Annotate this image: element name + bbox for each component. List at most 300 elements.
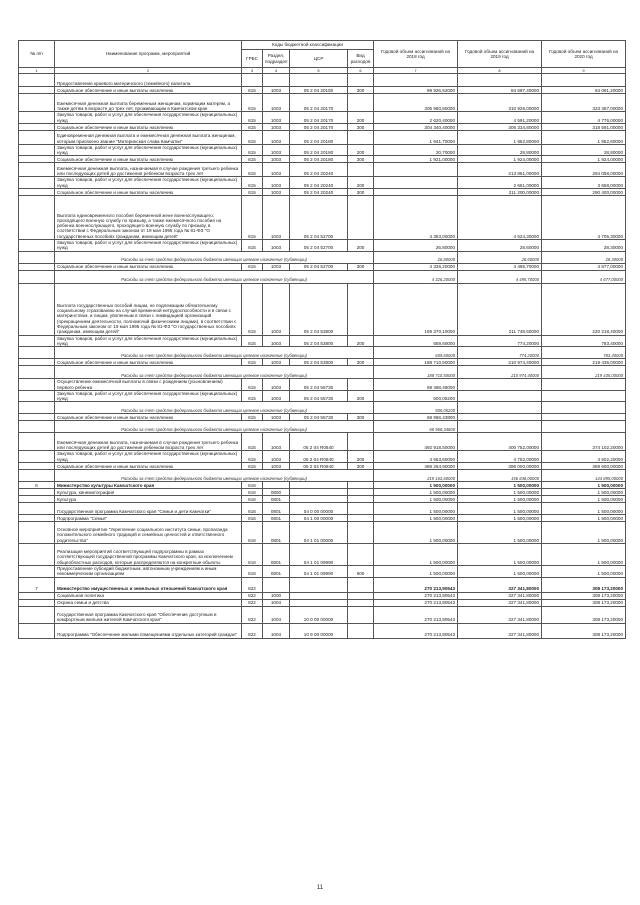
csr-code	[290, 592, 348, 599]
grbs-code: 815	[242, 283, 263, 335]
amount-2020: 4 776,00000	[542, 112, 626, 124]
grbs-code: 815	[242, 156, 263, 163]
budget-table-sheet	[18, 40, 625, 639]
amount-2020: 1 500,00000	[542, 544, 626, 566]
vr-code	[348, 623, 374, 638]
amount-v2	[458, 402, 542, 414]
razdel-code: 1003	[263, 112, 290, 124]
amount-2019: 1 500,00000	[458, 489, 542, 496]
column-number: 1	[19, 68, 55, 74]
table-row	[19, 94, 626, 112]
row-name: Социальное обеспечение и иные выплаты населению	[55, 463, 242, 470]
amount-2018: 270 213,90543	[374, 599, 458, 606]
col-header-name: Наименование программ, мероприятий	[55, 41, 242, 68]
grbs-code: 822	[242, 623, 263, 638]
amount-2020: 3 658,00000	[542, 177, 626, 189]
amount-2018: 270 213,90543	[374, 623, 458, 638]
amount-v1: 26,80000	[374, 251, 458, 263]
amount-2020: 1 500,00000	[542, 522, 626, 544]
grbs-code: 816	[242, 544, 263, 566]
csr-code: 05 2 04 20240	[290, 189, 348, 196]
row-name: Социальное обеспечение и иные выплаты населению	[55, 87, 242, 94]
amount-2019: 4 752,00000	[458, 451, 542, 463]
amount-2018	[374, 177, 458, 189]
row-number	[19, 599, 55, 606]
vr-code	[348, 503, 374, 515]
row-name: Закупка товаров, работ и услуг для обеспечения государственных (муниципальных) нужд	[55, 177, 242, 189]
row-name: Закупка товаров, работ и услуг для обеспечения государственных (муниципальных) нужд	[55, 335, 242, 347]
table-row-subvention	[19, 251, 626, 263]
budget-table-body	[19, 68, 626, 639]
csr-code: 05 2 04 53800	[290, 359, 348, 366]
row-number	[19, 196, 55, 240]
table-row	[19, 577, 626, 592]
csr-code: 05 2 04 20170	[290, 123, 348, 130]
row-name: Социальное обеспечение и иные выплаты населению	[55, 359, 242, 366]
row-number	[19, 283, 55, 335]
row-number	[19, 544, 55, 566]
vr-code: 300	[348, 87, 374, 94]
amount-2019: 213 861,00000	[458, 163, 542, 177]
col-header-grbs: ГРБС	[242, 50, 263, 68]
amount-v3: 219 435,00000	[542, 366, 626, 379]
row-name: Культура	[55, 496, 242, 503]
vr-code: 200	[348, 451, 374, 463]
row-number	[19, 463, 55, 470]
row-name: Социальное обеспечение и иные выплаты населению	[55, 189, 242, 196]
grbs-code: 816	[242, 482, 263, 489]
vr-code: 300	[348, 463, 374, 470]
csr-code: 05 2 04 20150	[290, 87, 348, 94]
row-number	[19, 359, 55, 366]
row-name: Государственная программа Камчатского края "Обеспечение доступным и комфортным жильем жителей Камчатского края"	[55, 606, 242, 623]
vr-code: 300	[348, 123, 374, 130]
row-number	[19, 503, 55, 515]
vr-code	[348, 130, 374, 144]
amount-v1: 659,60000	[374, 347, 458, 359]
razdel-code: 1003	[263, 156, 290, 163]
razdel-code: 0801	[263, 566, 290, 578]
razdel-code: 1003	[263, 263, 290, 270]
subvention-note: Расходы за счет средств федерального бюджета имеющих целевое назначение (субвенции)	[55, 347, 374, 359]
table-row	[19, 496, 626, 503]
vr-code	[348, 522, 374, 544]
vr-code	[348, 496, 374, 503]
column-number: 3	[242, 68, 263, 74]
amount-2019: 211 748,60000	[458, 283, 542, 335]
amount-v3	[542, 421, 626, 433]
amount-2020: 290 400,00000	[542, 189, 626, 196]
table-row	[19, 240, 626, 252]
amount-v2: 774,20000	[458, 347, 542, 359]
vr-code	[348, 283, 374, 335]
table-row	[19, 599, 626, 606]
row-number	[19, 433, 55, 451]
csr-code: 05 2 04 20170	[290, 112, 348, 124]
row-number	[19, 335, 55, 347]
row-name: Министерство культуры Камчатского края	[55, 482, 242, 489]
amount-2020: 1 952,80000	[542, 130, 626, 144]
table-row-subvention	[19, 421, 626, 433]
grbs-code: 816	[242, 522, 263, 544]
row-name: Ежемесячная денежная выплата, назначаемая в случае рождения третьего ребенка или последующих детей до достижения ребенком возраста трех лет	[55, 433, 242, 451]
table-row	[19, 414, 626, 421]
amount-2018: 1 500,00000	[374, 522, 458, 544]
amount-2018: 500,05200	[374, 390, 458, 402]
csr-code: 05 2 04 20240	[290, 163, 348, 177]
row-name: Осуществление ежемесячной выплаты в связи с рождением (усыновлением) первого ребенка	[55, 379, 242, 391]
amount-2020: 308 173,20000	[542, 623, 626, 638]
row-number	[19, 156, 55, 163]
razdel-code: 1003	[263, 94, 290, 112]
csr-code: 05 2 04 53800	[290, 283, 348, 335]
amount-2020: 1 500,00000	[542, 566, 626, 578]
table-row	[19, 177, 626, 189]
col-header-vr: Вид расходов	[348, 50, 374, 68]
subvention-note: Расходы за счет средств федерального бюджета имеющих целевое назначение (субвенции)	[55, 366, 374, 379]
row-number	[19, 251, 55, 263]
grbs-code: 816	[242, 489, 263, 496]
row-number	[19, 270, 55, 283]
vr-code	[348, 433, 374, 451]
amount-2018: 20,70000	[374, 144, 458, 156]
amount-2019: 1 500,00000	[458, 566, 542, 578]
razdel-code	[263, 74, 290, 87]
amount-2018: 4 326,20000	[374, 263, 458, 270]
row-number: 6	[19, 482, 55, 489]
table-row	[19, 503, 626, 515]
amount-2019: 327 341,80000	[458, 577, 542, 592]
row-number	[19, 177, 55, 189]
row-number	[19, 390, 55, 402]
row-name: Ежемесячная денежная выплата, назначаемая в случае рождения третьего ребенка или последующих детей до достижения ребенком возраста трех лет	[55, 163, 242, 177]
amount-2019: 1 500,00000	[458, 515, 542, 522]
grbs-code: 815	[242, 335, 263, 347]
razdel-code: 1003	[263, 433, 290, 451]
csr-code: 05 2 04 52700	[290, 240, 348, 252]
razdel-code	[263, 577, 290, 592]
csr-code	[290, 577, 348, 592]
amount-2020: 1 500,00000	[542, 496, 626, 503]
razdel-code: 1000	[263, 592, 290, 599]
amount-2018: 4 653,60000	[374, 451, 458, 463]
vr-code: 300	[348, 156, 374, 163]
table-row	[19, 482, 626, 489]
csr-code: 05 2 04 20180	[290, 144, 348, 156]
grbs-code: 815	[242, 451, 263, 463]
row-number	[19, 263, 55, 270]
table-row	[19, 463, 626, 470]
amount-2020	[542, 414, 626, 421]
col-header-2018: Годовой объем ассигнований на 2018 год	[374, 41, 458, 68]
amount-v3: 144 895,00000	[542, 470, 626, 482]
amount-2020: 308 173,20000	[542, 577, 626, 592]
table-row	[19, 144, 626, 156]
table-row	[19, 156, 626, 163]
vr-code	[348, 599, 374, 606]
row-number	[19, 623, 55, 638]
vr-code	[348, 482, 374, 489]
csr-code: 04 1 01 00000	[290, 522, 348, 544]
col-header-csr: ЦСР	[290, 50, 348, 68]
column-number: 2	[55, 68, 242, 74]
row-name: Социальное обеспечение и иные выплаты населению	[55, 263, 242, 270]
csr-code: 05 2 04 53800	[290, 335, 348, 347]
table-row	[19, 163, 626, 177]
csr-code: 05 2 04 20180	[290, 130, 348, 144]
amount-2018: 188 710,50000	[374, 359, 458, 366]
razdel-code: 0801	[263, 515, 290, 522]
vr-code: 300	[348, 263, 374, 270]
row-name: Реализация мероприятий соответствующей подпрограммы в рамках соответствующей государственной программы Камчатского края, за исключением общеобластных расходов, которые распределяются на конкретные объекты	[55, 544, 242, 566]
razdel-code: 1003	[263, 130, 290, 144]
table-row	[19, 623, 626, 638]
csr-code	[290, 482, 348, 489]
row-number	[19, 496, 55, 503]
amount-2019	[458, 414, 542, 421]
vr-code	[348, 592, 374, 599]
amount-2019: 1 500,00000	[458, 503, 542, 515]
vr-code	[348, 544, 374, 566]
amount-2020: 369 600,00000	[542, 463, 626, 470]
amount-2019: 1 924,00000	[458, 156, 542, 163]
razdel-code: 1003	[263, 414, 290, 421]
amount-2018: 492 918,50000	[374, 433, 458, 451]
grbs-code: 815	[242, 123, 263, 130]
row-number	[19, 94, 55, 112]
amount-2018: 2 620,40000	[374, 112, 458, 124]
row-number	[19, 240, 55, 252]
amount-2018: 270 213,90543	[374, 592, 458, 599]
csr-code: 05 2 04 55730	[290, 414, 348, 421]
csr-code: 05 2 04 55730	[290, 390, 348, 402]
row-name: Закупка товаров, работ и услуг для обеспечения государственных (муниципальных) нужд	[55, 390, 242, 402]
vr-code: 300	[348, 359, 374, 366]
amount-2019	[458, 74, 542, 87]
row-name: Основное мероприятие "Укрепление социального института семьи, пропаганда положительного семейного традиций и семейных ценностей и ответственного родительства"	[55, 522, 242, 544]
csr-code	[290, 489, 348, 496]
amount-2020: 4 705,30000	[542, 196, 626, 240]
amount-2018: 304 340,40000	[374, 123, 458, 130]
grbs-code: 815	[242, 379, 263, 391]
razdel-code: 1003	[263, 390, 290, 402]
row-name: Культура, кинематография	[55, 489, 242, 496]
amount-v2: 28,60000	[458, 251, 542, 263]
amount-2019: 28,80000	[458, 144, 542, 156]
razdel-code: 1003	[263, 379, 290, 391]
amount-2020: 28,30000	[542, 240, 626, 252]
amount-2019: 1 500,00000	[458, 482, 542, 489]
grbs-code: 816	[242, 496, 263, 503]
vr-code	[348, 74, 374, 87]
grbs-code: 815	[242, 163, 263, 177]
amount-2018: 4 353,00000	[374, 196, 458, 240]
csr-code	[290, 496, 348, 503]
page-number: 11	[316, 885, 324, 891]
amount-2019: 4 591,20000	[458, 112, 542, 124]
amount-2019: 306 334,80000	[458, 123, 542, 130]
subvention-note: Расходы за счет средств федерального бюджета имеющих целевое назначение (субвенции)	[55, 270, 374, 283]
row-name: Социальное обеспечение и иные выплаты населению	[55, 414, 242, 421]
grbs-code: 816	[242, 503, 263, 515]
amount-2018: 69 468,49000	[374, 379, 458, 391]
grbs-code: 822	[242, 592, 263, 599]
amount-2018: 1 500,00000	[374, 515, 458, 522]
amount-2020	[542, 390, 626, 402]
amount-2018: 1 500,00000	[374, 489, 458, 496]
grbs-code: 815	[242, 359, 263, 366]
razdel-code: 1003	[263, 189, 290, 196]
csr-code: 05 2 04 R0840	[290, 463, 348, 470]
grbs-code: 815	[242, 94, 263, 112]
csr-code	[290, 599, 348, 606]
amount-2018: 1 500,00000	[374, 482, 458, 489]
amount-2018: 99 926,52000	[374, 87, 458, 94]
row-number	[19, 515, 55, 522]
vr-code: 200	[348, 240, 374, 252]
grbs-code: 815	[242, 240, 263, 252]
amount-2018	[374, 189, 458, 196]
grbs-code: 815	[242, 196, 263, 240]
vr-code: 600	[348, 566, 374, 578]
row-name: Государственная программа Камчатского края "Семья и дети Камчатки"	[55, 503, 242, 515]
grbs-code: 816	[242, 515, 263, 522]
grbs-code	[242, 74, 263, 87]
column-number: 7	[374, 68, 458, 74]
vr-code: 200	[348, 177, 374, 189]
razdel-code: 1003	[263, 177, 290, 189]
vr-code: 300	[348, 189, 374, 196]
grbs-code: 815	[242, 390, 263, 402]
amount-v1: 188 710,50000	[374, 366, 458, 379]
vr-code: 200	[348, 144, 374, 156]
amount-2020: 1 924,00000	[542, 156, 626, 163]
amount-v2: 210 974,40000	[458, 366, 542, 379]
table-row	[19, 130, 626, 144]
grbs-code: 815	[242, 112, 263, 124]
row-name: Единовременная денежная выплата и ежемесячная денежная выплата женщинам, которым присвоено звание "Материнская слава Камчатки"	[55, 130, 242, 144]
razdel-code: 1003	[263, 451, 290, 463]
amount-v3	[542, 402, 626, 414]
table-row	[19, 335, 626, 347]
table-row-subvention	[19, 347, 626, 359]
column-number: 6	[348, 68, 374, 74]
table-row	[19, 566, 626, 578]
amount-2020: 1 500,00000	[542, 489, 626, 496]
amount-v3: 28,30000	[542, 251, 626, 263]
amount-2018: 659,60000	[374, 335, 458, 347]
table-row	[19, 74, 626, 87]
amount-2019: 774,20000	[458, 335, 542, 347]
amount-2019: 210 974,40000	[458, 359, 542, 366]
amount-2019: 310 926,00000	[458, 94, 542, 112]
table-row	[19, 189, 626, 196]
table-row	[19, 433, 626, 451]
subvention-note: Расходы за счет средств федерального бюджета имеющих целевое назначение (субвенции)	[55, 470, 374, 482]
amount-v2: 156 838,00000	[458, 470, 542, 482]
csr-code: 05 2 04 R0840	[290, 451, 348, 463]
table-row	[19, 112, 626, 124]
vr-code: 300	[348, 414, 374, 421]
row-name: Социальная политика	[55, 592, 242, 599]
amount-2020: 1 500,00000	[542, 503, 626, 515]
row-number	[19, 189, 55, 196]
table-row	[19, 606, 626, 623]
row-name: Предоставление субсидий бюджетным, автономным учреждениям и иным некоммерческим организациям	[55, 566, 242, 578]
row-number	[19, 489, 55, 496]
amount-v1: 219 163,60000	[374, 470, 458, 482]
amount-2020: 783,40000	[542, 335, 626, 347]
table-row	[19, 451, 626, 463]
amount-2020: 4 502,20000	[542, 451, 626, 463]
table-row	[19, 283, 626, 335]
grbs-code: 815	[242, 263, 263, 270]
col-header-razdel: Раздел, подраздел	[263, 50, 290, 68]
row-name: Закупка товаров, работ и услуг для обеспечения государственных (муниципальных) нужд	[55, 144, 242, 156]
grbs-code: 815	[242, 87, 263, 94]
amount-2020: 1 500,00000	[542, 515, 626, 522]
razdel-code: 1003	[263, 144, 290, 156]
amount-2018: 306 960,80000	[374, 94, 458, 112]
row-name: Выплата государственных пособий лицам, не подлежащим обязательному социальному страхованию на случай временной нетрудоспособности и в связи с материнством, и лицам, уволенным в связи с ликвидацией организаций (прекращением деятельности, полномочий физическими лицами), в соответствии с Федеральным законом от 19 мая 1995 года № 81-ФЗ "О государственных пособиях гражданам, имеющим детей"	[55, 283, 242, 335]
row-name: Выплата единовременного пособия беременной жене военнослужащего, проходящего военную службу по призыву, а также ежемесячного пособия на ребенка военнослужащего, проходящего военную службу по призыву, в соответствии с Федеральным законом от 19 мая 1995 года № 81-ФЗ "О государственных пособиях гражданам, имеющим детей"	[55, 196, 242, 240]
razdel-code: 1004	[263, 606, 290, 623]
row-name: Подпрограмма "Обеспечение жилыми помещениями отдельных категорий граждан"	[55, 623, 242, 638]
amount-2018: 189 370,10000	[374, 283, 458, 335]
amount-2019: 400 752,00000	[458, 433, 542, 451]
amount-2019: 84 697,40000	[458, 87, 542, 94]
razdel-code: 0801	[263, 544, 290, 566]
amount-2020: 323 367,00000	[542, 94, 626, 112]
amount-2019: 327 341,80000	[458, 599, 542, 606]
row-name: Закупка товаров, работ и услуг для обеспечения государственных (муниципальных) нужд	[55, 240, 242, 252]
table-row-subvention	[19, 402, 626, 414]
csr-code: 05 2 04 52700	[290, 196, 348, 240]
table-row	[19, 263, 626, 270]
vr-code	[348, 489, 374, 496]
amount-2020: 308 173,20000	[542, 592, 626, 599]
row-name: Предоставление краевого материнского (семейного) капитала	[55, 74, 242, 87]
vr-code	[348, 196, 374, 240]
amount-2018	[374, 74, 458, 87]
row-number	[19, 144, 55, 156]
amount-v3: 783,40000	[542, 347, 626, 359]
amount-2019: 28,60000	[458, 240, 542, 252]
razdel-code: 1003	[263, 123, 290, 130]
vr-code	[348, 515, 374, 522]
table-row	[19, 489, 626, 496]
row-number	[19, 566, 55, 578]
row-number	[19, 451, 55, 463]
razdel-code: 0801	[263, 496, 290, 503]
razdel-code: 1003	[263, 283, 290, 335]
grbs-code: 816	[242, 566, 263, 578]
amount-2020: 28,80000	[542, 144, 626, 156]
row-name: Закупка товаров, работ и услуг для обеспечения государственных (муниципальных) нужд	[55, 451, 242, 463]
amount-2020: 308 173,20000	[542, 606, 626, 623]
row-number	[19, 379, 55, 391]
vr-code	[348, 94, 374, 112]
vr-code	[348, 379, 374, 391]
row-number	[19, 402, 55, 414]
row-number	[19, 74, 55, 87]
table-row	[19, 123, 626, 130]
csr-code: 05 2 04 20240	[290, 177, 348, 189]
amount-v1: 68 968,34800	[374, 421, 458, 433]
amount-v3: 4 677,00000	[542, 270, 626, 283]
csr-code: 05 2 04 20180	[290, 156, 348, 163]
col-header-codes: Коды бюджетной классификации	[242, 41, 374, 50]
